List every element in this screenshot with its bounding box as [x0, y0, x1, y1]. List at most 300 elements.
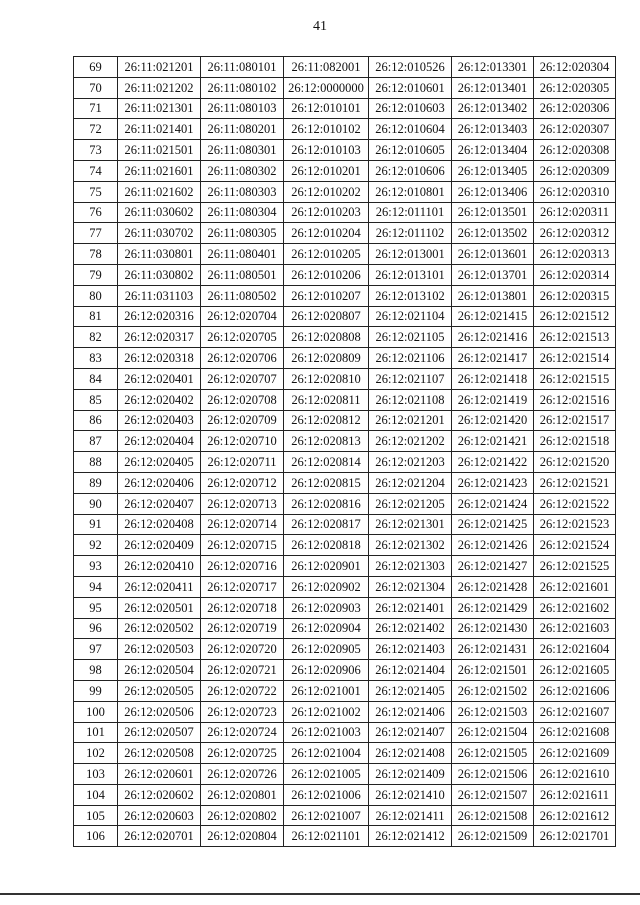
cadastral-code-cell: 26:12:020711 [201, 452, 284, 473]
row-number-cell: 79 [74, 264, 118, 285]
cadastral-code-cell: 26:12:021415 [452, 306, 534, 327]
row-number-cell: 97 [74, 639, 118, 660]
cadastral-code-cell: 26:12:010204 [284, 223, 369, 244]
cadastral-code-cell: 26:12:0000000 [284, 77, 369, 98]
cadastral-code-cell: 26:12:021427 [452, 556, 534, 577]
cadastral-code-cell: 26:12:021517 [534, 410, 616, 431]
cadastral-code-cell: 26:12:020502 [118, 618, 201, 639]
cadastral-code-cell: 26:12:010202 [284, 181, 369, 202]
cadastral-code-cell: 26:12:021202 [369, 431, 452, 452]
table-row [74, 660, 616, 681]
cadastral-code-cell: 26:12:021106 [369, 348, 452, 369]
cadastral-code-cell: 26:12:020505 [118, 680, 201, 701]
cadastral-code-cell: 26:12:020712 [201, 472, 284, 493]
cadastral-code-cell: 26:12:010604 [369, 119, 452, 140]
cadastral-code-cell: 26:12:013401 [452, 77, 534, 98]
cadastral-code-cell: 26:12:010203 [284, 202, 369, 223]
cadastral-code-cell: 26:11:080304 [201, 202, 284, 223]
cadastral-code-cell: 26:12:021513 [534, 327, 616, 348]
cadastral-code-cell: 26:12:020601 [118, 764, 201, 785]
cadastral-code-cell: 26:12:021423 [452, 472, 534, 493]
row-number-cell: 92 [74, 535, 118, 556]
row-number-cell: 103 [74, 764, 118, 785]
cadastral-code-cell: 26:12:020716 [201, 556, 284, 577]
cadastral-code-cell: 26:11:080502 [201, 285, 284, 306]
cadastral-code-cell: 26:12:020801 [201, 784, 284, 805]
table-row [74, 244, 616, 265]
cadastral-code-cell: 26:12:013601 [452, 244, 534, 265]
table-row [74, 576, 616, 597]
row-number-cell: 75 [74, 181, 118, 202]
table-row [74, 327, 616, 348]
cadastral-code-cell: 26:12:021419 [452, 389, 534, 410]
cadastral-code-cell: 26:11:021202 [118, 77, 201, 98]
cadastral-code-cell: 26:12:020809 [284, 348, 369, 369]
cadastral-code-cell: 26:12:021204 [369, 472, 452, 493]
cadastral-code-cell: 26:12:010206 [284, 264, 369, 285]
cadastral-code-cell: 26:12:020812 [284, 410, 369, 431]
row-number-cell: 94 [74, 576, 118, 597]
cadastral-code-cell: 26:12:020906 [284, 660, 369, 681]
table-row [74, 452, 616, 473]
row-number-cell: 88 [74, 452, 118, 473]
cadastral-code-cell: 26:12:021603 [534, 618, 616, 639]
cadastral-code-cell: 26:12:021002 [284, 701, 369, 722]
cadastral-code-cell: 26:12:021418 [452, 368, 534, 389]
cadastral-code-cell: 26:12:021505 [452, 743, 534, 764]
cadastral-code-cell: 26:11:021201 [118, 57, 201, 78]
cadastral-code-cell: 26:12:020810 [284, 368, 369, 389]
cadastral-code-cell: 26:12:021430 [452, 618, 534, 639]
cadastral-code-cell: 26:12:020904 [284, 618, 369, 639]
row-number-cell: 69 [74, 57, 118, 78]
cadastral-code-cell: 26:12:020715 [201, 535, 284, 556]
cadastral-code-cell: 26:12:021302 [369, 535, 452, 556]
table-row [74, 701, 616, 722]
cadastral-code-cell: 26:12:020811 [284, 389, 369, 410]
table-row [74, 535, 616, 556]
cadastral-code-cell: 26:11:021602 [118, 181, 201, 202]
cadastral-code-cell: 26:12:020501 [118, 597, 201, 618]
cadastral-code-cell: 26:12:020902 [284, 576, 369, 597]
cadastral-code-cell: 26:12:021612 [534, 805, 616, 826]
cadastral-code-cell: 26:12:020410 [118, 556, 201, 577]
cadastral-code-cell: 26:12:020603 [118, 805, 201, 826]
cadastral-code-cell: 26:12:020816 [284, 493, 369, 514]
cadastral-code-cell: 26:12:021417 [452, 348, 534, 369]
cadastral-code-cell: 26:12:021405 [369, 680, 452, 701]
table-row [74, 431, 616, 452]
row-number-cell: 101 [74, 722, 118, 743]
cadastral-code-cell: 26:12:021409 [369, 764, 452, 785]
cadastral-code-cell: 26:12:021004 [284, 743, 369, 764]
cadastral-code-cell: 26:12:010526 [369, 57, 452, 78]
cadastral-code-cell: 26:12:020310 [534, 181, 616, 202]
cadastral-code-cell: 26:12:020406 [118, 472, 201, 493]
cadastral-code-cell: 26:12:021514 [534, 348, 616, 369]
cadastral-code-cell: 26:12:013406 [452, 181, 534, 202]
cadastral-code-cell: 26:12:021412 [369, 826, 452, 847]
cadastral-code-cell: 26:12:013404 [452, 140, 534, 161]
cadastral-code-cell: 26:12:013501 [452, 202, 534, 223]
table-row [74, 514, 616, 535]
cadastral-code-cell: 26:12:020814 [284, 452, 369, 473]
cadastral-code-cell: 26:12:021428 [452, 576, 534, 597]
cadastral-code-cell: 26:12:021407 [369, 722, 452, 743]
cadastral-code-cell: 26:12:021303 [369, 556, 452, 577]
cadastral-code-cell: 26:12:020718 [201, 597, 284, 618]
cadastral-code-cell: 26:12:020316 [118, 306, 201, 327]
cadastral-code-cell: 26:12:020901 [284, 556, 369, 577]
table-body [74, 57, 616, 847]
table-row [74, 618, 616, 639]
table-row [74, 98, 616, 119]
cadastral-code-cell: 26:11:030702 [118, 223, 201, 244]
row-number-cell: 93 [74, 556, 118, 577]
cadastral-code-cell: 26:12:021606 [534, 680, 616, 701]
row-number-cell: 80 [74, 285, 118, 306]
cadastral-code-cell: 26:12:021406 [369, 701, 452, 722]
cadastral-code-cell: 26:12:020602 [118, 784, 201, 805]
cadastral-code-cell: 26:12:011102 [369, 223, 452, 244]
cadastral-code-cell: 26:12:021431 [452, 639, 534, 660]
cadastral-code-cell: 26:12:020714 [201, 514, 284, 535]
cadastral-code-cell: 26:11:021601 [118, 160, 201, 181]
cadastral-code-cell: 26:12:021401 [369, 597, 452, 618]
table-row [74, 119, 616, 140]
table-row [74, 410, 616, 431]
table-row [74, 160, 616, 181]
cadastral-code-cell: 26:12:020723 [201, 701, 284, 722]
cadastral-code-cell: 26:11:080301 [201, 140, 284, 161]
cadastral-code-cell: 26:12:021520 [534, 452, 616, 473]
cadastral-code-cell: 26:12:020818 [284, 535, 369, 556]
row-number-cell: 82 [74, 327, 118, 348]
row-number-cell: 74 [74, 160, 118, 181]
cadastral-code-cell: 26:12:020402 [118, 389, 201, 410]
cadastral-code-cell: 26:12:020710 [201, 431, 284, 452]
cadastral-code-cell: 26:12:020717 [201, 576, 284, 597]
row-number-cell: 99 [74, 680, 118, 701]
cadastral-code-cell: 26:12:020504 [118, 660, 201, 681]
cadastral-code-cell: 26:12:021429 [452, 597, 534, 618]
cadastral-code-cell: 26:12:010603 [369, 98, 452, 119]
cadastral-code-cell: 26:12:021301 [369, 514, 452, 535]
row-number-cell: 98 [74, 660, 118, 681]
cadastral-code-cell: 26:12:020403 [118, 410, 201, 431]
cadastral-code-cell: 26:12:013403 [452, 119, 534, 140]
cadastral-code-cell: 26:12:021509 [452, 826, 534, 847]
cadastral-code-cell: 26:11:031103 [118, 285, 201, 306]
cadastral-code-cell: 26:12:021604 [534, 639, 616, 660]
cadastral-code-cell: 26:12:020706 [201, 348, 284, 369]
table-row [74, 472, 616, 493]
cadastral-code-cell: 26:12:020709 [201, 410, 284, 431]
cadastral-code-cell: 26:12:020726 [201, 764, 284, 785]
cadastral-code-cell: 26:12:021107 [369, 368, 452, 389]
table-row [74, 389, 616, 410]
cadastral-code-cell: 26:11:080201 [201, 119, 284, 140]
cadastral-code-cell: 26:12:020903 [284, 597, 369, 618]
cadastral-code-cell: 26:12:020315 [534, 285, 616, 306]
row-number-cell: 91 [74, 514, 118, 535]
cadastral-code-cell: 26:12:021001 [284, 680, 369, 701]
cadastral-code-cell: 26:12:013102 [369, 285, 452, 306]
cadastral-code-cell: 26:12:013405 [452, 160, 534, 181]
cadastral-code-cell: 26:12:020807 [284, 306, 369, 327]
cadastral-code-cell: 26:12:021416 [452, 327, 534, 348]
table-row [74, 306, 616, 327]
cadastral-code-cell: 26:12:021516 [534, 389, 616, 410]
cadastral-code-cell: 26:12:020309 [534, 160, 616, 181]
cadastral-code-cell: 26:12:020704 [201, 306, 284, 327]
cadastral-code-cell: 26:11:080501 [201, 264, 284, 285]
row-number-cell: 76 [74, 202, 118, 223]
cadastral-code-cell: 26:12:020705 [201, 327, 284, 348]
table-row [74, 556, 616, 577]
cadastral-code-cell: 26:11:080101 [201, 57, 284, 78]
cadastral-code-cell: 26:12:020905 [284, 639, 369, 660]
cadastral-code-cell: 26:12:021205 [369, 493, 452, 514]
cadastral-code-cell: 26:12:021508 [452, 805, 534, 826]
cadastral-code-cell: 26:11:082001 [284, 57, 369, 78]
table-row [74, 264, 616, 285]
cadastral-code-cell: 26:12:021611 [534, 784, 616, 805]
table-row [74, 181, 616, 202]
cadastral-code-cell: 26:12:013301 [452, 57, 534, 78]
cadastral-code-cell: 26:12:020318 [118, 348, 201, 369]
cadastral-code-cell: 26:12:021006 [284, 784, 369, 805]
table-row [74, 743, 616, 764]
cadastral-code-cell: 26:12:021105 [369, 327, 452, 348]
cadastral-code-cell: 26:12:021518 [534, 431, 616, 452]
cadastral-code-cell: 26:12:021420 [452, 410, 534, 431]
cadastral-code-cell: 26:12:021506 [452, 764, 534, 785]
cadastral-code-cell: 26:11:030802 [118, 264, 201, 285]
row-number-cell: 73 [74, 140, 118, 161]
table-row [74, 493, 616, 514]
row-number-cell: 100 [74, 701, 118, 722]
cadastral-code-cell: 26:12:010606 [369, 160, 452, 181]
cadastral-code-cell: 26:12:020802 [201, 805, 284, 826]
cadastral-code-cell: 26:12:020304 [534, 57, 616, 78]
row-number-cell: 85 [74, 389, 118, 410]
cadastral-code-cell: 26:12:011101 [369, 202, 452, 223]
table-row [74, 57, 616, 78]
cadastral-code-cell: 26:12:021503 [452, 701, 534, 722]
cadastral-code-cell: 26:12:020307 [534, 119, 616, 140]
row-number-cell: 102 [74, 743, 118, 764]
table-row [74, 202, 616, 223]
cadastral-code-cell: 26:12:021524 [534, 535, 616, 556]
row-number-cell: 70 [74, 77, 118, 98]
cadastral-code-cell: 26:11:021301 [118, 98, 201, 119]
cadastral-code-cell: 26:12:010101 [284, 98, 369, 119]
cadastral-code-cell: 26:12:020407 [118, 493, 201, 514]
cadastral-code-cell: 26:12:020411 [118, 576, 201, 597]
cadastral-code-cell: 26:12:021525 [534, 556, 616, 577]
cadastral-code-cell: 26:12:020719 [201, 618, 284, 639]
cadastral-code-cell: 26:12:013001 [369, 244, 452, 265]
row-number-cell: 95 [74, 597, 118, 618]
cadastral-code-cell: 26:12:021003 [284, 722, 369, 743]
row-number-cell: 96 [74, 618, 118, 639]
row-number-cell: 106 [74, 826, 118, 847]
cadastral-code-cell: 26:12:020409 [118, 535, 201, 556]
cadastral-code-cell: 26:12:021701 [534, 826, 616, 847]
cadastral-code-cell: 26:12:021408 [369, 743, 452, 764]
cadastral-code-cell: 26:12:021610 [534, 764, 616, 785]
cadastral-code-cell: 26:12:010207 [284, 285, 369, 306]
cadastral-code-cell: 26:11:080303 [201, 181, 284, 202]
cadastral-code-cell: 26:12:013801 [452, 285, 534, 306]
cadastral-code-cell: 26:12:020707 [201, 368, 284, 389]
cadastral-code-cell: 26:12:021515 [534, 368, 616, 389]
row-number-cell: 78 [74, 244, 118, 265]
cadastral-code-cell: 26:12:021005 [284, 764, 369, 785]
table-row [74, 805, 616, 826]
cadastral-code-cell: 26:12:020503 [118, 639, 201, 660]
cadastral-code-cell: 26:12:021607 [534, 701, 616, 722]
cadastral-code-cell: 26:12:020508 [118, 743, 201, 764]
cadastral-code-cell: 26:12:013502 [452, 223, 534, 244]
table-row [74, 639, 616, 660]
bottom-rule [0, 893, 640, 895]
cadastral-code-cell: 26:12:020313 [534, 244, 616, 265]
cadastral-code-cell: 26:12:021404 [369, 660, 452, 681]
cadastral-code-cell: 26:12:020720 [201, 639, 284, 660]
page-number: 41 [313, 19, 327, 34]
cadastral-code-cell: 26:12:020401 [118, 368, 201, 389]
cadastral-code-cell: 26:12:010205 [284, 244, 369, 265]
cadastral-code-cell: 26:12:021504 [452, 722, 534, 743]
cadastral-code-cell: 26:12:020314 [534, 264, 616, 285]
cadastral-code-cell: 26:12:021304 [369, 576, 452, 597]
row-number-cell: 104 [74, 784, 118, 805]
row-number-cell: 77 [74, 223, 118, 244]
table-row [74, 77, 616, 98]
table-row [74, 597, 616, 618]
cadastral-code-cell: 26:12:013402 [452, 98, 534, 119]
cadastral-code-cell: 26:12:021007 [284, 805, 369, 826]
cadastral-code-cell: 26:12:021501 [452, 660, 534, 681]
cadastral-code-cell: 26:12:021502 [452, 680, 534, 701]
cadastral-code-cell: 26:12:013701 [452, 264, 534, 285]
cadastral-code-cell: 26:12:020506 [118, 701, 201, 722]
cadastral-code-cell: 26:11:080103 [201, 98, 284, 119]
cadastral-code-cell: 26:12:020317 [118, 327, 201, 348]
cadastral-code-cell: 26:12:020308 [534, 140, 616, 161]
row-number-cell: 90 [74, 493, 118, 514]
cadastral-code-cell: 26:11:080102 [201, 77, 284, 98]
cadastral-code-cell: 26:11:021401 [118, 119, 201, 140]
cadastral-code-cell: 26:12:010102 [284, 119, 369, 140]
cadastral-code-cell: 26:12:020306 [534, 98, 616, 119]
cadastral-code-cell: 26:12:021201 [369, 410, 452, 431]
cadastral-code-cell: 26:11:080305 [201, 223, 284, 244]
cadastral-code-cell: 26:12:020813 [284, 431, 369, 452]
cadastral-code-cell: 26:12:021402 [369, 618, 452, 639]
cadastral-code-cell: 26:12:021203 [369, 452, 452, 473]
row-number-cell: 72 [74, 119, 118, 140]
row-number-cell: 105 [74, 805, 118, 826]
row-number-cell: 81 [74, 306, 118, 327]
cadastral-code-cell: 26:12:021422 [452, 452, 534, 473]
cadastral-code-cell: 26:12:020701 [118, 826, 201, 847]
table-row [74, 680, 616, 701]
cadastral-code-cell: 26:12:013101 [369, 264, 452, 285]
table-row [74, 348, 616, 369]
cadastral-code-cell: 26:12:021421 [452, 431, 534, 452]
cadastral-code-cell: 26:12:021602 [534, 597, 616, 618]
cadastral-code-cell: 26:12:021104 [369, 306, 452, 327]
cadastral-code-cell: 26:12:021605 [534, 660, 616, 681]
cadastral-code-cell: 26:12:010801 [369, 181, 452, 202]
row-number-cell: 87 [74, 431, 118, 452]
cadastral-code-cell: 26:12:020405 [118, 452, 201, 473]
row-number-cell: 71 [74, 98, 118, 119]
cadastral-code-cell: 26:12:021101 [284, 826, 369, 847]
cadastral-code-cell: 26:12:020305 [534, 77, 616, 98]
cadastral-code-cell: 26:12:021507 [452, 784, 534, 805]
cadastral-code-cell: 26:12:020507 [118, 722, 201, 743]
cadastral-code-cell: 26:12:010605 [369, 140, 452, 161]
cadastral-code-cell: 26:12:010601 [369, 77, 452, 98]
cadastral-code-cell: 26:12:020721 [201, 660, 284, 681]
row-number-cell: 84 [74, 368, 118, 389]
cadastral-code-cell: 26:12:010103 [284, 140, 369, 161]
table-row [74, 826, 616, 847]
cadastral-code-cell: 26:12:021608 [534, 722, 616, 743]
cadastral-code-cell: 26:12:021411 [369, 805, 452, 826]
cadastral-code-cell: 26:12:021512 [534, 306, 616, 327]
cadastral-code-cell: 26:12:020817 [284, 514, 369, 535]
cadastral-code-cell: 26:12:020312 [534, 223, 616, 244]
cadastral-code-cell: 26:11:030801 [118, 244, 201, 265]
table-row [74, 368, 616, 389]
cadastral-code-cell: 26:12:010201 [284, 160, 369, 181]
table-row [74, 764, 616, 785]
cadastral-code-cell: 26:12:021425 [452, 514, 534, 535]
cadastral-code-cell: 26:12:021521 [534, 472, 616, 493]
cadastral-code-cell: 26:12:020708 [201, 389, 284, 410]
cadastral-code-cell: 26:12:021601 [534, 576, 616, 597]
cadastral-codes-table [73, 56, 616, 847]
cadastral-code-cell: 26:12:020408 [118, 514, 201, 535]
cadastral-code-cell: 26:12:020722 [201, 680, 284, 701]
cadastral-code-cell: 26:11:030602 [118, 202, 201, 223]
row-number-cell: 86 [74, 410, 118, 431]
cadastral-code-cell: 26:12:020713 [201, 493, 284, 514]
table-row [74, 140, 616, 161]
cadastral-code-cell: 26:12:020815 [284, 472, 369, 493]
cadastral-code-cell: 26:12:020724 [201, 722, 284, 743]
table-row [74, 784, 616, 805]
cadastral-code-cell: 26:12:021522 [534, 493, 616, 514]
cadastral-code-cell: 26:12:021523 [534, 514, 616, 535]
cadastral-code-cell: 26:12:021108 [369, 389, 452, 410]
cadastral-code-cell: 26:12:021403 [369, 639, 452, 660]
table-row [74, 285, 616, 306]
cadastral-code-cell: 26:11:080302 [201, 160, 284, 181]
table-row [74, 223, 616, 244]
row-number-cell: 83 [74, 348, 118, 369]
cadastral-code-cell: 26:12:020311 [534, 202, 616, 223]
cadastral-code-cell: 26:11:080401 [201, 244, 284, 265]
cadastral-code-cell: 26:12:021426 [452, 535, 534, 556]
cadastral-code-cell: 26:12:020804 [201, 826, 284, 847]
cadastral-code-cell: 26:12:020808 [284, 327, 369, 348]
